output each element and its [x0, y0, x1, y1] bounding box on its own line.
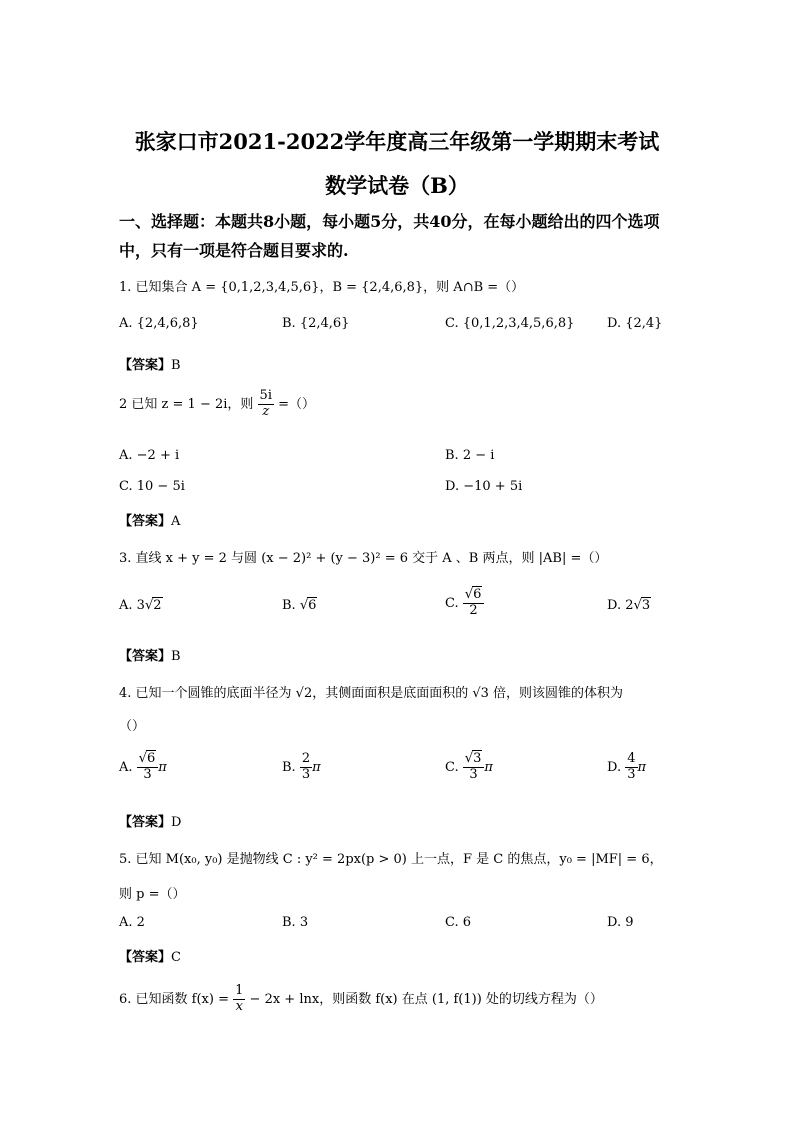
question-2-stem-pre: 2 已知 z = 1 − 2i，则 — [119, 396, 254, 412]
fraction — [625, 752, 637, 783]
page-subtitle: 数学试卷（B） — [325, 173, 469, 198]
question-4-option-c — [445, 752, 493, 783]
radicand: 6 — [308, 598, 317, 613]
answer-label: 【答案】 — [119, 950, 172, 965]
question-4-option-d — [607, 752, 646, 783]
option-label: D. — [607, 598, 622, 613]
fraction-denominator: 2 — [469, 602, 478, 618]
question-5-answer — [119, 946, 181, 965]
question-6-stem-pre: 6. 已知函数 f(x) = — [119, 991, 229, 1007]
answer-label: 【答案】 — [119, 358, 172, 373]
option-label: C. — [445, 759, 459, 775]
question-6-stem — [119, 984, 603, 1015]
question-2-option-b: B. 2 − i — [445, 448, 495, 463]
section-heading-line1: 一、选择题：本题共8小题，每小题5分，共40分，在每小题给出的四个选项 — [119, 212, 660, 231]
fraction — [300, 752, 312, 783]
answer-value: B — [171, 358, 181, 373]
pi-symbol: π — [158, 759, 167, 775]
question-1-option-d: D. {2,4} — [607, 316, 663, 331]
question-4-option-b — [282, 752, 321, 783]
fraction — [137, 752, 159, 783]
question-5-option-a: A. 2 — [119, 915, 145, 930]
question-1-option-a: A. {2,4,6,8} — [119, 316, 199, 331]
fraction-denominator: x — [235, 998, 243, 1014]
radicand: 2 — [153, 598, 162, 613]
question-4-answer — [119, 811, 181, 830]
fraction-numerator: 4 — [627, 751, 636, 766]
question-1-answer — [119, 354, 181, 373]
question-1-option-c: C. {0,1,2,3,4,5,6,8} — [445, 316, 575, 331]
coefficient: 2 — [625, 598, 634, 613]
answer-label: 【答案】 — [119, 649, 172, 664]
fraction-numerator: √6 — [137, 752, 159, 768]
question-2-stem-post: =（） — [278, 396, 316, 412]
pi-symbol: π — [637, 759, 647, 775]
question-2-option-a: A. −2 + i — [119, 448, 180, 463]
question-5-stem-line2: 则 p =（） — [119, 887, 186, 902]
question-5-option-d: D. 9 — [607, 915, 634, 930]
question-6-stem-post: − 2x + lnx，则函数 f(x) 在点 (1, f(1)) 处的切线方程为（） — [249, 991, 603, 1007]
question-2-option-c: C. 10 − 5i — [119, 479, 185, 494]
answer-value: C — [171, 950, 181, 965]
question-3-option-b: B. √6 — [282, 598, 317, 613]
answer-label: 【答案】 — [119, 815, 172, 830]
question-5-stem-line1: 5. 已知 M(x₀, y₀) 是抛物线 C : y² = 2px(p > 0) 上一点，F 是 C 的焦点，y₀ = |MF| = 6， — [119, 852, 663, 867]
section-heading-line2: 中，只有一项是符合题目要求的. — [119, 241, 349, 260]
option-label: B. — [282, 598, 296, 613]
radicand: 3 — [641, 598, 651, 613]
pi-symbol: π — [484, 759, 493, 775]
radicand: 3 — [473, 751, 482, 766]
fraction-denominator: 3 — [143, 766, 152, 782]
option-label: C. — [445, 595, 459, 611]
radicand: 6 — [146, 751, 156, 766]
coefficient: 3 — [136, 598, 145, 613]
question-3-option-c — [445, 588, 484, 619]
radicand: 6 — [473, 587, 482, 602]
fraction-denominator: 3 — [627, 766, 636, 782]
fraction-numerator: 5i — [259, 388, 272, 403]
answer-value: D — [171, 815, 182, 830]
pi-symbol: π — [312, 759, 321, 775]
answer-value: B — [171, 649, 181, 664]
option-label: D. — [607, 759, 622, 775]
question-2-answer — [119, 510, 180, 529]
answer-value: A — [171, 514, 181, 529]
fraction-numerator: 2 — [301, 751, 311, 766]
question-2-fraction — [258, 389, 274, 420]
question-3-option-d: D. 2√3 — [607, 598, 651, 613]
fraction-denominator: 3 — [469, 766, 478, 782]
fraction-numerator: √6 — [463, 588, 485, 604]
question-6-fraction — [233, 984, 245, 1015]
fraction — [463, 588, 485, 619]
question-5-option-b: B. 3 — [282, 915, 309, 930]
answer-label: 【答案】 — [119, 514, 172, 529]
fraction-denominator: z — [262, 403, 270, 419]
question-1-stem: 1. 已知集合 A = {0,1,2,3,4,5,6}，B = {2,4,6,8}，则 A∩B =（） — [119, 280, 525, 295]
question-1-option-b: B. {2,4,6} — [282, 316, 350, 331]
fraction — [463, 752, 485, 783]
question-3-option-a: A. 3√2 — [119, 598, 162, 613]
fraction-denominator: 3 — [301, 766, 311, 782]
question-3-answer — [119, 645, 181, 664]
option-label: A. — [119, 598, 133, 613]
fraction-numerator: 1 — [235, 983, 244, 998]
option-label: B. — [282, 759, 296, 775]
page-title: 张家口市2021-2022学年度高三年级第一学期期末考试 — [134, 129, 660, 154]
option-label: A. — [119, 759, 133, 775]
question-4-stem-line1: 4. 已知一个圆锥的底面半径为 √2，其侧面面积是底面面积的 √3 倍，则该圆锥的体积为 — [119, 686, 624, 701]
question-3-stem: 3. 直线 x + y = 2 与圆 (x − 2)² + (y − 3)² = 6 交于 A 、B 两点，则 |AB| =（） — [119, 551, 608, 566]
question-2-option-d: D. −10 + 5i — [445, 479, 523, 494]
question-2-stem — [119, 389, 315, 420]
question-4-stem-line2: （） — [119, 719, 146, 734]
question-4-option-a — [119, 752, 167, 783]
fraction-numerator: √3 — [463, 752, 485, 768]
question-5-option-c: C. 6 — [445, 915, 472, 930]
